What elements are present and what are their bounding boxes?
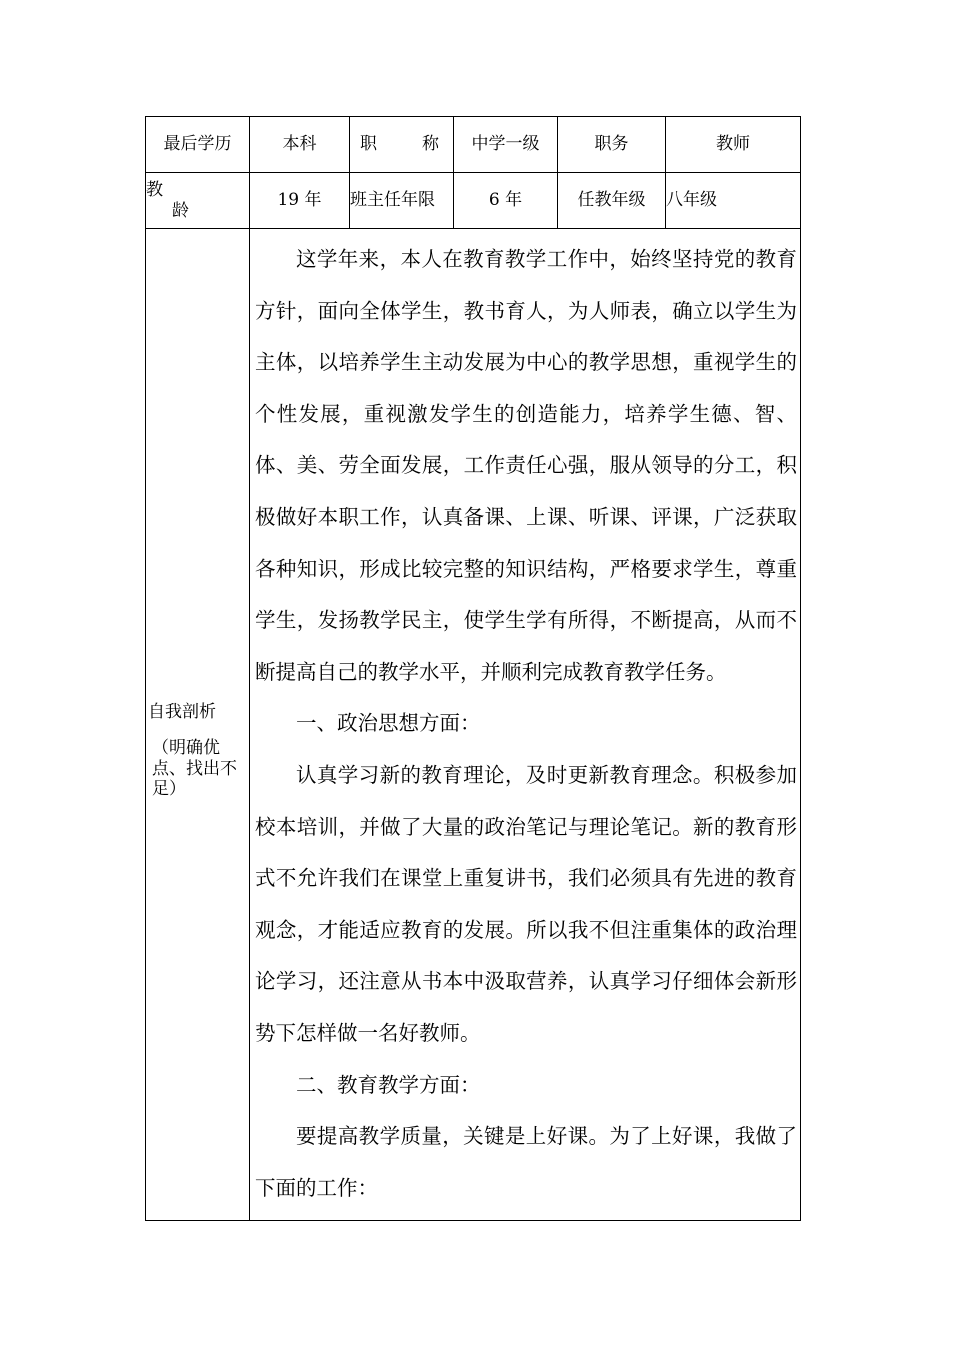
self-analysis-paragraph: 这学年来，本人在教育教学工作中，始终坚持党的教育方针，面向全体学生，教书育人，为人师表，确立以学生为主体，以培养学生主动发展为中心的教学思想，重视学生的个性发展，重视激发学生的创造能力，培养学生德、智、体、美、劳全面发展，工作责任心强，服从领导的分工，积极做好本职工作，认真备课、上课、听课、评课，广泛获取各种知识，形成比较完整的知识结构，严格要求学生，尊重学生，发扬教学民主，使学生学有所得，不断提高，从而不断提高自己的教学水平，并顺利完成教育教学任务。 xyxy=(255,247,797,684)
table-row xyxy=(146,173,801,229)
teaching-age-label-part-b: 龄 xyxy=(172,200,189,221)
position-label: 职务 xyxy=(558,117,666,173)
self-analysis-label: 自我剖析 xyxy=(148,701,216,722)
self-analysis-label-cell xyxy=(146,229,250,1221)
self-analysis-paragraph: 认真学习新的教育理论，及时更新教育理念。积极参加校本培训，并做了大量的政治笔记与理论笔记。新的教育形式不允许我们在课堂上重复讲书，我们必须具有先进的教育观念，才能适应教育的发展。所以我不但注重集体的政治理论学习，还注意从书本中汲取营养，认真学习仔细体会新形势下怎样做一名好教师。 xyxy=(255,762,797,1045)
teaching-age-value: 19 年 xyxy=(250,173,350,229)
title-value: 中学一级 xyxy=(454,117,558,173)
self-analysis-paragraph: 要提高教学质量，关键是上好课。为了上好课，我做了下面的工作： xyxy=(255,1124,797,1200)
headteacher-years-value: 6 年 xyxy=(454,173,558,229)
grade-label: 任教年级 xyxy=(558,173,666,229)
section-heading-teaching: 二、教育教学方面： xyxy=(296,1072,481,1097)
teaching-age-label-part-a: 教 xyxy=(146,180,163,201)
title-label-part-b: 称 xyxy=(422,134,439,155)
table-row xyxy=(146,117,801,173)
grade-value: 八年级 xyxy=(666,173,801,229)
education-label: 最后学历 xyxy=(146,117,250,173)
title-label-part-a: 职 xyxy=(360,134,377,155)
teaching-age-label xyxy=(146,173,250,229)
teacher-info-table xyxy=(145,116,801,1221)
table-row xyxy=(146,229,801,1221)
headteacher-years-label: 班主任年限 xyxy=(350,173,454,229)
position-value: 教师 xyxy=(666,117,801,173)
education-value: 本科 xyxy=(250,117,350,173)
self-analysis-sublabel: （明确优点、找出不足） xyxy=(152,738,237,800)
title-label xyxy=(350,117,454,173)
section-heading-political: 一、政治思想方面： xyxy=(296,711,481,736)
self-analysis-content xyxy=(250,229,801,1221)
